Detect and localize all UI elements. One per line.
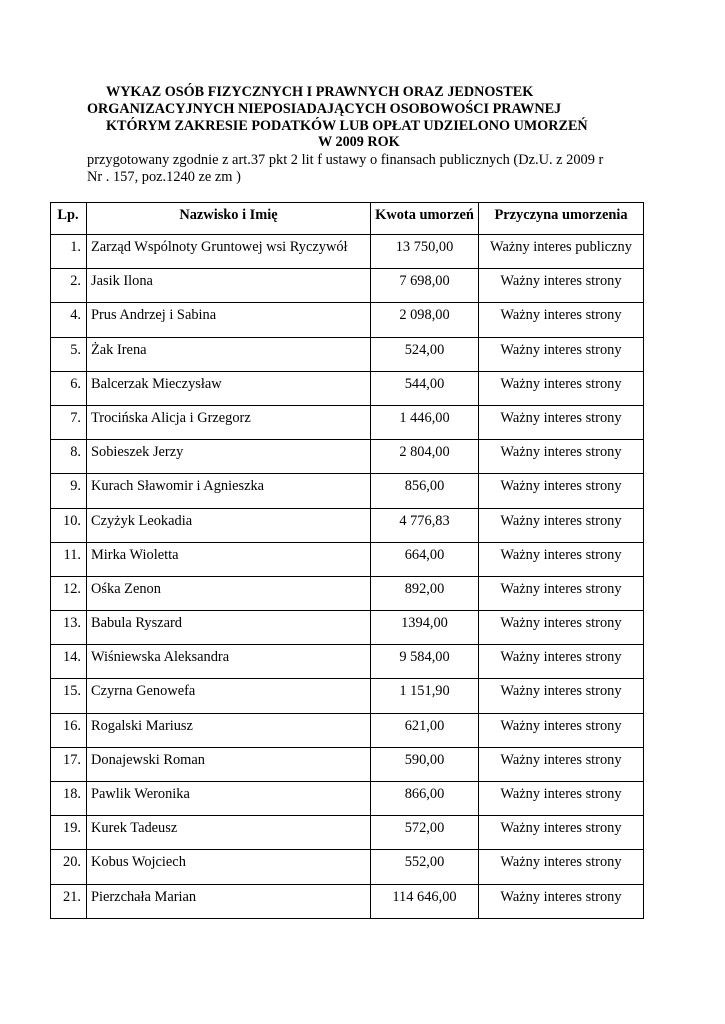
row-amount-cell: 892,00 [371,576,479,610]
row-amount-cell: 13 750,00 [371,235,479,269]
column-header-name: Nazwisko i Imię [87,203,371,235]
row-lp-cell: 21. [51,884,87,918]
subtitle-line-1: przygotowany zgodnie z art.37 pkt 2 lit f ustawy o finansach publicznych (Dz.U. z 2009 r [87,152,604,168]
row-reason-cell: Ważny interes strony [479,713,644,747]
row-lp-cell: 10. [51,508,87,542]
row-amount-cell: 1394,00 [371,611,479,645]
row-lp-cell: 19. [51,816,87,850]
table-row [51,850,644,884]
row-reason-cell: Ważny interes strony [479,679,644,713]
row-reason-cell: Ważny interes strony [479,611,644,645]
remissions-table [50,202,644,919]
row-name-cell: Pierzchała Marian [87,884,371,918]
table-row [51,337,644,371]
row-amount-cell: 621,00 [371,713,479,747]
row-reason-cell: Ważny interes strony [479,645,644,679]
row-name-cell: Jasik Ilona [87,269,371,303]
row-reason-cell: Ważny interes strony [479,269,644,303]
row-reason-cell: Ważny interes strony [479,884,644,918]
row-lp-cell: 2. [51,269,87,303]
row-amount-cell: 664,00 [371,542,479,576]
row-reason-cell: Ważny interes strony [479,782,644,816]
table-row [51,576,644,610]
row-name-cell: Pawlik Weronika [87,782,371,816]
row-amount-cell: 572,00 [371,816,479,850]
row-reason-cell: Ważny interes strony [479,576,644,610]
table-row [51,440,644,474]
row-lp-cell: 15. [51,679,87,713]
title-line-3: KTÓRYM ZAKRESIE PODATKÓW LUB OPŁAT UDZIELONO UMORZEŃ [106,118,588,134]
row-lp-cell: 6. [51,371,87,405]
column-header-reason: Przyczyna umorzenia [479,203,644,235]
row-name-cell: Sobieszek Jerzy [87,440,371,474]
row-name-cell: Donajewski Roman [87,747,371,781]
table-row [51,679,644,713]
row-lp-cell: 13. [51,611,87,645]
row-lp-cell: 17. [51,747,87,781]
table-row [51,542,644,576]
row-amount-cell: 590,00 [371,747,479,781]
row-reason-cell: Ważny interes strony [479,850,644,884]
row-name-cell: Kurach Sławomir i Agnieszka [87,474,371,508]
row-name-cell: Czyżyk Leokadia [87,508,371,542]
row-reason-cell: Ważny interes strony [479,747,644,781]
column-header-amount: Kwota umorzeń [371,203,479,235]
table-row [51,884,644,918]
title-line-4: W 2009 ROK [318,134,400,150]
row-lp-cell: 9. [51,474,87,508]
row-reason-cell: Ważny interes strony [479,508,644,542]
row-name-cell: Balcerzak Mieczysław [87,371,371,405]
row-reason-cell: Ważny interes strony [479,405,644,439]
title-line-1: WYKAZ OSÓB FIZYCZNYCH I PRAWNYCH ORAZ JEDNOSTEK [106,84,534,100]
row-lp-cell: 8. [51,440,87,474]
row-name-cell: Trocińska Alicja i Grzegorz [87,405,371,439]
row-amount-cell: 1 151,90 [371,679,479,713]
row-name-cell: Babula Ryszard [87,611,371,645]
row-lp-cell: 14. [51,645,87,679]
table-row [51,645,644,679]
column-header-lp: Lp. [51,203,87,235]
row-lp-cell: 20. [51,850,87,884]
table-row [51,713,644,747]
table-row [51,508,644,542]
table-row [51,303,644,337]
row-name-cell: Kobus Wojciech [87,850,371,884]
row-amount-cell: 856,00 [371,474,479,508]
row-amount-cell: 4 776,83 [371,508,479,542]
row-lp-cell: 1. [51,235,87,269]
row-lp-cell: 7. [51,405,87,439]
row-lp-cell: 12. [51,576,87,610]
row-name-cell: Wiśniewska Aleksandra [87,645,371,679]
row-amount-cell: 2 804,00 [371,440,479,474]
row-name-cell: Ośka Zenon [87,576,371,610]
row-reason-cell: Ważny interes strony [479,440,644,474]
row-amount-cell: 114 646,00 [371,884,479,918]
row-reason-cell: Ważny interes publiczny [479,235,644,269]
table-row [51,816,644,850]
table-row [51,235,644,269]
row-lp-cell: 18. [51,782,87,816]
row-reason-cell: Ważny interes strony [479,371,644,405]
row-lp-cell: 11. [51,542,87,576]
table-row [51,269,644,303]
row-name-cell: Kurek Tadeusz [87,816,371,850]
row-name-cell: Zarząd Wspólnoty Gruntowej wsi Ryczywół [87,235,371,269]
row-reason-cell: Ważny interes strony [479,816,644,850]
row-reason-cell: Ważny interes strony [479,542,644,576]
row-amount-cell: 544,00 [371,371,479,405]
row-amount-cell: 1 446,00 [371,405,479,439]
title-line-2: ORGANIZACYJNYCH NIEPOSIADAJĄCYCH OSOBOWOŚCI PRAWNEJ [87,101,562,117]
table-row [51,747,644,781]
table-row [51,405,644,439]
row-lp-cell: 4. [51,303,87,337]
row-amount-cell: 866,00 [371,782,479,816]
subtitle-line-2: Nr . 157, poz.1240 ze zm ) [87,169,241,185]
row-amount-cell: 2 098,00 [371,303,479,337]
row-amount-cell: 7 698,00 [371,269,479,303]
row-lp-cell: 5. [51,337,87,371]
row-reason-cell: Ważny interes strony [479,474,644,508]
table-row [51,371,644,405]
row-name-cell: Mirka Wioletta [87,542,371,576]
row-lp-cell: 16. [51,713,87,747]
row-amount-cell: 9 584,00 [371,645,479,679]
row-amount-cell: 552,00 [371,850,479,884]
table-row [51,474,644,508]
table-row [51,611,644,645]
row-name-cell: Czyrna Genowefa [87,679,371,713]
row-name-cell: Prus Andrzej i Sabina [87,303,371,337]
row-reason-cell: Ważny interes strony [479,303,644,337]
table-header-row [51,203,644,235]
row-name-cell: Rogalski Mariusz [87,713,371,747]
table-row [51,782,644,816]
row-reason-cell: Ważny interes strony [479,337,644,371]
row-amount-cell: 524,00 [371,337,479,371]
row-name-cell: Żak Irena [87,337,371,371]
